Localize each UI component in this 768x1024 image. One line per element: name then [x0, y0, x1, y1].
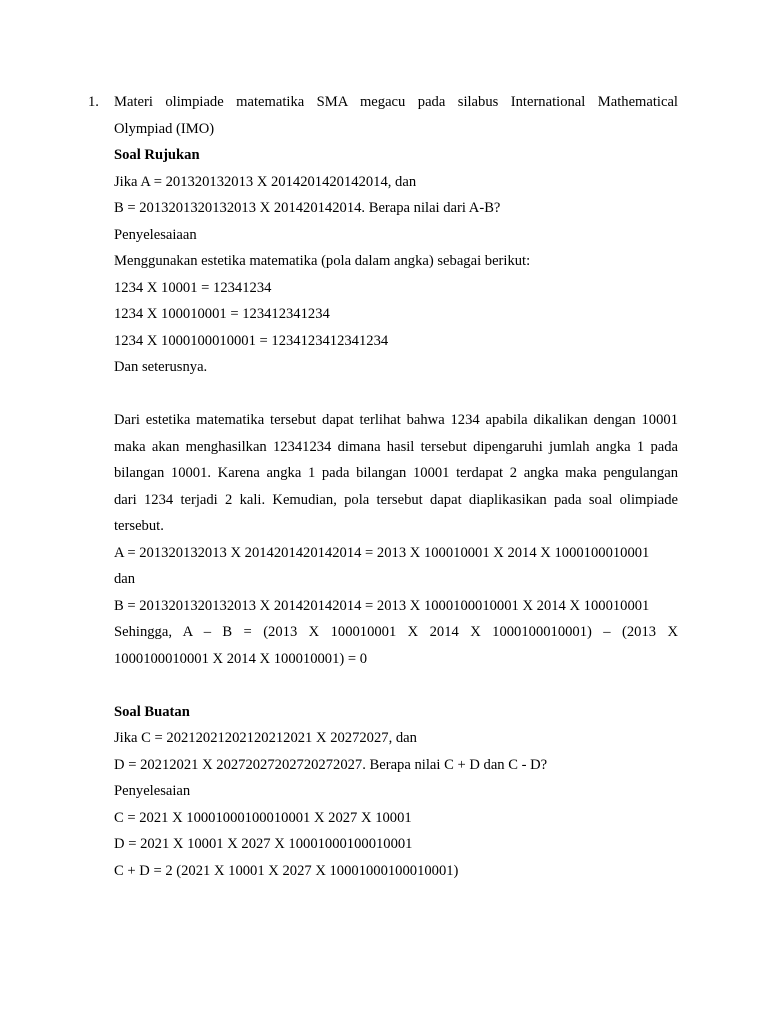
buatan-penyelesaian-label: Penyelesaian — [114, 783, 191, 799]
intro-line-2: Olympiad (IMO) — [114, 120, 215, 137]
rujukan-explanation-5: tersebut. — [114, 518, 164, 534]
list-item-number: 1. — [88, 94, 99, 110]
buatan-question-line-2: D = 20212021 X 20272027202720272027. Berapa nilai C + D dan C - D? — [114, 756, 548, 773]
buatan-c-line: C = 2021 X 10001000100010001 X 2027 X 10001 — [114, 809, 412, 826]
list-item-content — [114, 89, 678, 884]
rujukan-explanation-1: Dari estetika matematika tersebut dapat terlihat bahwa 1234 apabila dikalikan dengan 10001 — [114, 412, 678, 428]
buatan-d-line: D = 2021 X 10001 X 2027 X 10001000100010001 — [114, 836, 413, 852]
paragraph-spacer — [114, 381, 678, 408]
rujukan-method-intro: Menggunakan estetika matematika (pola dalam angka) sebagai berikut: — [114, 253, 531, 269]
rujukan-etc: Dan seterusnya. — [114, 359, 208, 375]
soal-rujukan-heading: Soal Rujukan — [114, 147, 200, 163]
rujukan-explanation-2: maka akan menghasilkan 12341234 dimana hasil tersebut dipengaruhi jumlah angka 1 pada — [114, 438, 678, 455]
intro-line-1: Materi olimpiade matematika SMA megacu pada silabus International Mathematical — [114, 94, 678, 110]
soal-buatan-heading: Soal Buatan — [114, 703, 190, 720]
rujukan-example-3: 1234 X 1000100010001 = 1234123412341234 — [114, 332, 389, 349]
rujukan-b-line: B = 2013201320132013 X 201420142014 = 2013 X 1000100010001 X 2014 X 100010001 — [114, 597, 650, 614]
rujukan-result-line-1: Sehingga, A – B = (2013 X 100010001 X 2014 X 1000100010001) – (2013 X — [114, 624, 678, 640]
section-spacer — [114, 672, 678, 699]
rujukan-explanation-4: dari 1234 terjadi 2 kali. Kemudian, pola tersebut dapat diaplikasikan pada soal olimpiade — [114, 491, 678, 508]
rujukan-question-line-1: Jika A = 201320132013 X 2014201420142014, dan — [114, 173, 417, 190]
buatan-sum-line: C + D = 2 (2021 X 10001 X 2027 X 10001000100010001) — [114, 862, 459, 879]
rujukan-explanation-3: bilangan 10001. Karena angka 1 pada bilangan 10001 terdapat 2 angka maka pengulangan — [114, 465, 678, 481]
rujukan-a-line: A = 201320132013 X 2014201420142014 = 2013 X 100010001 X 2014 X 1000100010001 — [114, 544, 650, 561]
rujukan-penyelesaian-label: Penyelesaiaan — [114, 226, 197, 243]
buatan-question-line-1: Jika C = 20212021202120212021 X 20272027, dan — [114, 730, 417, 746]
rujukan-example-1: 1234 X 10001 = 12341234 — [114, 279, 272, 296]
rujukan-dan: dan — [114, 571, 136, 587]
rujukan-result-line-2: 1000100010001 X 2014 X 100010001) = 0 — [114, 650, 368, 667]
rujukan-question-line-2: B = 2013201320132013 X 201420142014. Berapa nilai dari A-B? — [114, 200, 501, 216]
rujukan-example-2: 1234 X 100010001 = 123412341234 — [114, 306, 330, 322]
